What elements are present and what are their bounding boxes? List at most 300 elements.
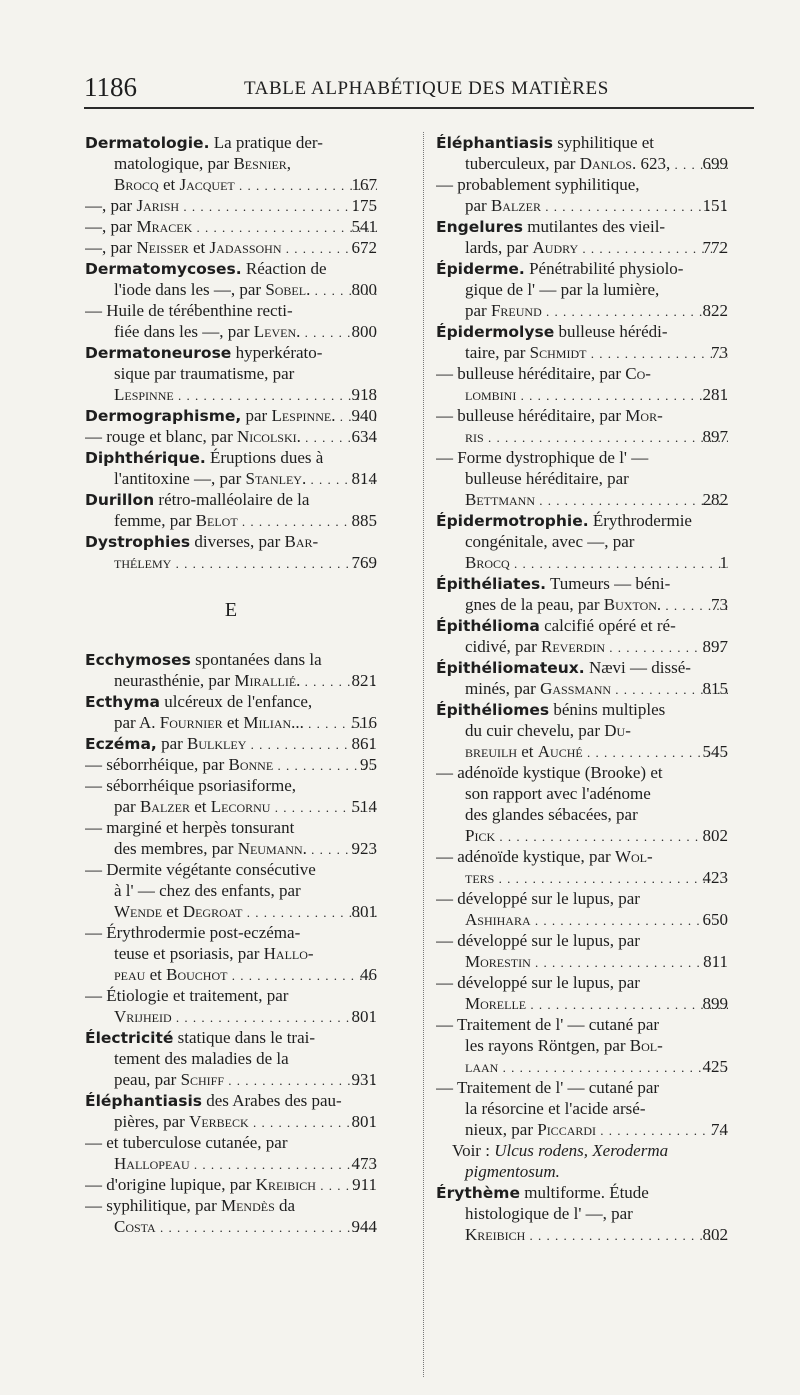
entry-line [436,405,728,426]
entry-line-text [465,153,728,175]
entry-text: bulleuse hérédi- [554,322,668,341]
entry-text: . [306,280,311,299]
index-entry [436,258,728,321]
entry-line-text [465,279,728,300]
entry-text: . [296,671,301,690]
entry-line [436,342,728,363]
entry-headword: Dermographisme, [85,407,242,425]
entry-line [85,775,377,796]
page-ref: 800 [351,280,377,299]
entry-line [436,846,728,867]
entry-line [436,132,728,153]
entry-line [436,699,728,720]
entry-line-text [465,531,728,552]
section-letter: E [224,599,238,621]
entry-line [85,733,377,754]
page-ref: 1 [719,553,728,572]
entry-list [85,649,377,1237]
author-name: Mirallié [234,671,297,690]
page-ref: 541 [351,217,377,236]
entry-line [436,636,728,657]
entry-headword: Épithéliates. [436,575,547,593]
entry-text: hyperkérato- [231,343,323,362]
entry-text: Éruptions dues à [205,448,324,467]
index-entry [436,615,728,657]
page-number: 1186 [84,72,137,102]
page-ref: 821 [351,671,377,690]
entry-line-text [436,657,728,679]
entry-headword: Épithéliomes [436,701,550,719]
author-name: Du- [604,721,631,740]
entry-text: — et tuberculose cutanée, par [85,1133,288,1152]
entry-line [436,1035,728,1056]
page-ref: 634 [351,427,377,446]
entry-line-text [436,1182,728,1204]
entry-text: la résorcine et l'acide arsé- [465,1099,646,1118]
cross-reference [436,1140,728,1182]
entry-line-text [465,384,728,406]
author-name: Degroat [182,902,243,921]
index-entry [85,859,377,922]
entry-line [436,741,728,762]
entry-line [85,1069,377,1090]
entry-line-text [114,321,377,343]
entry-text: neurasthénie, par [114,671,235,690]
index-entry [85,817,377,859]
entry-headword: Épiderme. [436,260,525,278]
author-name: Lespinne [271,406,332,425]
entry-line [436,1014,728,1035]
index-entry [436,930,728,972]
entry-text: — Dermite végétante consécutive [85,860,316,879]
entry-line [85,468,377,489]
entry-line-text [85,195,377,217]
entry-line-text [465,1035,728,1056]
entry-line-text [114,796,377,818]
entry-line-text [114,552,377,574]
entry-headword: Électricité [85,1029,174,1047]
page-ref: 281 [702,385,728,404]
entry-headword: Dermatologie. [85,134,210,152]
author-name: Audry [532,238,579,257]
entry-line [436,573,728,594]
entry-line-text [465,1224,728,1246]
index-entry [85,922,377,985]
entry-line [436,762,728,783]
entry-line-text [436,216,728,238]
entry-line-text [436,888,728,909]
entry-line [85,363,377,384]
entry-line-text [436,846,728,867]
page-ref: 931 [351,1070,377,1089]
entry-line-text [436,258,728,280]
author-name: Buxton [603,595,657,614]
entry-line-text [85,1090,377,1112]
page-ref: 167 [351,175,377,194]
page-ref: 769 [351,553,377,572]
right-column [436,132,728,1245]
entry-line-text [465,909,728,931]
index-entry [436,888,728,930]
entry-line [85,342,377,363]
entry-line [436,489,728,510]
entry-line-text [465,342,728,364]
entry-text: Voir : [452,1141,495,1160]
page-ref: 918 [351,385,377,404]
entry-line [436,1056,728,1077]
index-entry [85,300,377,342]
index-entry [436,972,728,1014]
entry-line [436,384,728,405]
column-divider [423,132,424,1377]
entry-line-text [85,216,377,238]
entry-line [436,1203,728,1224]
entry-headword: Épidermolyse [436,323,555,341]
entry-text: Réaction de [241,259,327,278]
cross-reference-line [452,1140,728,1161]
entry-text: syphilitique et [552,133,655,152]
entry-line [436,1098,728,1119]
entry-text: — développé sur le lupus, par [436,889,640,908]
author-name: Danlos [579,154,632,173]
entry-text: — séborrhéique, par [85,755,229,774]
entry-text: ulcéreux de l'enfance, [159,692,313,711]
entry-line [436,531,728,552]
entry-headword: Durillon [85,491,155,509]
entry-line [436,363,728,384]
entry-line-text [85,258,377,280]
entry-line [85,489,377,510]
entry-text: les rayons Röntgen, par [465,1036,630,1055]
author-name: Balzer [139,797,190,816]
entry-line [436,1224,728,1245]
entry-line [85,1048,377,1069]
author-name: Ashihara [465,910,531,929]
entry-line [436,426,728,447]
index-entry [436,447,728,510]
entry-line [436,993,728,1014]
entry-list [436,132,728,1140]
index-entry [85,985,377,1027]
entry-line [85,1174,377,1195]
index-entry [85,691,377,733]
entry-text: Pénétrabilité physiolo- [524,259,684,278]
author-name: lombini [465,385,517,404]
author-name: thélemy [114,553,172,572]
entry-line [85,796,377,817]
page-ref: 545 [702,742,728,761]
entry-line [85,1132,377,1153]
entry-line [436,552,728,573]
page-ref: 73 [711,343,728,362]
entry-text: . [656,595,662,614]
entry-text: — Forme dystrophique de l' — [436,448,649,467]
entry-line [436,300,728,321]
page-ref: 802 [702,1225,728,1244]
author-name: Lecornu [210,797,271,816]
author-name: Balzer [490,196,541,215]
running-title: TABLE ALPHABÉTIQUE DES MATIÈRES [244,78,609,99]
entry-headword: Dermatoneurose [85,344,232,362]
author-name: Fournier [159,713,223,732]
author-name: Auché [537,742,583,761]
entry-text: rétro-malléolaire de la [154,490,310,509]
index-entry [436,762,728,846]
entry-text: nieux, par [465,1120,538,1139]
entry-line-text [465,741,728,763]
page-ref: 885 [351,511,377,530]
entry-text: — bulleuse héréditaire, par [436,364,626,383]
entry-text: sique par traumatisme, par [114,364,295,383]
page-ref: 899 [702,994,728,1013]
index-entry [436,174,728,216]
entry-line-text [114,1216,377,1238]
entry-line [436,951,728,972]
index-entry [436,573,728,615]
author-name: Mor- [625,406,663,425]
author-name: Mracek [136,217,193,236]
entry-line [85,1090,377,1111]
author-name: peau [114,965,146,984]
entry-line [436,1119,728,1140]
entry-text: — Huile de térébenthine recti- [85,301,293,320]
entry-line-text [436,1077,728,1098]
author-name: Bettmann [465,490,535,509]
author-name: Co- [625,364,651,383]
entry-line-text [436,321,728,343]
index-entry [85,1195,377,1237]
entry-line [85,691,377,712]
entry-line-text [465,1203,728,1224]
page-ref: 897 [702,427,728,446]
entry-text: — bulleuse héréditaire, par [436,406,626,425]
index-entry [85,733,377,754]
entry-line-text [436,972,728,993]
entry-line-text [114,712,377,734]
index-entry [85,489,377,531]
entry-line [436,216,728,237]
entry-line-text [85,342,377,364]
entry-line [85,552,377,573]
entry-line [436,720,728,741]
entry-text: gique de l' — par la lumière, [465,280,660,299]
entry-line [85,531,377,552]
entry-line-text [436,930,728,951]
entry-headword: Érythème [436,1184,520,1202]
entry-line-text [114,1069,377,1091]
entry-line-text [465,489,728,511]
entry-text: à l' — chez des enfants, par [114,881,301,900]
entry-text: . [301,469,307,488]
author-name: Neisser [136,238,189,257]
entry-text: mutilantes des vieil- [522,217,666,236]
entry-line [85,754,377,775]
entry-line [436,825,728,846]
entry-text: — adénoïde kystique (Brooke) et [436,763,663,782]
entry-line-text [85,649,377,671]
entry-text: — rouge et blanc, par [85,427,237,446]
entry-line [85,712,377,733]
entry-line-text [85,489,377,511]
entry-line-text [436,615,728,637]
entry-text: — développé sur le lupus, par [436,931,640,950]
entry-line [85,859,377,880]
entry-line [85,447,377,468]
author-name: Jarish [136,196,180,215]
index-entry [85,258,377,300]
entry-line [85,237,377,258]
entry-text: l'iode dans les —, par [114,280,266,299]
entry-line [85,321,377,342]
entry-line-text [465,636,728,658]
entry-line [436,615,728,636]
page-ref: 74 [711,1120,728,1139]
author-name: Hallo- [263,944,314,963]
entry-text: —, par [85,217,137,236]
entry-text: cidivé, par [465,637,541,656]
entry-line [436,321,728,342]
author-name: Besnier [233,154,287,173]
entry-line-text [85,817,377,838]
index-entry [85,405,377,426]
entry-line [436,1182,728,1203]
entry-headword: Épithéliomateux. [436,659,585,677]
index-entry [85,195,377,216]
page-header [84,72,754,106]
entry-line [436,909,728,930]
entry-line-text [436,174,728,195]
author-name: Jacquet [179,175,235,194]
entry-line-text [465,720,728,741]
entry-text: son rapport avec l'adénome [465,784,651,803]
entry-text: multiforme. Étude [519,1183,649,1202]
entry-line-text [436,510,728,532]
entry-text: teuse et psoriasis, par [114,944,264,963]
index-entry [436,510,728,573]
page-ref: 801 [351,1007,377,1026]
entry-line [85,1216,377,1237]
entry-line [85,195,377,216]
page-ref: 73 [711,595,728,614]
entry-line-text [114,880,377,901]
entry-line [436,594,728,615]
page-ref: 175 [351,196,377,215]
entry-line [85,153,377,174]
entry-text: tuberculeux, par [465,154,580,173]
author-name: Leven [253,322,297,341]
index-entry [436,846,728,888]
entry-line [85,258,377,279]
entry-text: bulleuse héréditaire, par [465,469,629,488]
page-ref: 944 [351,1217,377,1236]
entry-text: — adénoïde kystique, par [436,847,615,866]
entry-text: —, par [85,196,137,215]
entry-line-text [465,1098,728,1119]
entry-text: — probablement syphilitique, [436,175,640,194]
entry-text: . 623, [631,154,671,173]
author-name: Schiff [180,1070,225,1089]
entry-line-text [436,363,728,384]
page-ref: 800 [351,322,377,341]
entry-line [436,174,728,195]
entry-headword: Éléphantiasis [436,134,553,152]
index-entry [436,132,728,174]
entry-line-text [465,237,728,259]
author-name: Gassmann [540,679,612,698]
entry-line [436,888,728,909]
author-name: Kreibich [465,1225,526,1244]
entry-list [436,1182,728,1245]
entry-line [436,972,728,993]
entry-line-text [114,174,377,196]
entry-line-text [436,1014,728,1035]
left-column [85,132,377,1237]
entry-text: statique dans le trai- [173,1028,316,1047]
page-ref: 822 [702,301,728,320]
entry-line [436,804,728,825]
entry-text: par [465,196,491,215]
entry-line-text [114,964,377,986]
index-entry [85,426,377,447]
page-ref: 46 [360,965,377,984]
page-ref: 814 [351,469,377,488]
page-ref: 861 [351,734,377,753]
entry-line [85,880,377,901]
index-entry [85,1027,377,1090]
entry-line-text [114,1153,377,1175]
entry-text: matologique, par [114,154,234,173]
entry-text: congénitale, avec —, par [465,532,635,551]
entry-line-text [465,594,728,616]
author-name: laan [465,1057,499,1076]
author-name: Costa [114,1217,156,1236]
entry-text: da [274,1196,296,1215]
entry-headword: Éléphantiasis [85,1092,202,1110]
index-entry [85,132,377,195]
index-entry [436,699,728,762]
entry-line [436,783,728,804]
entry-line-text [85,733,377,755]
entry-text: et [222,713,244,732]
entry-line-text [114,838,377,860]
entry-line [85,174,377,195]
entry-line [85,838,377,859]
entry-line-text [85,426,377,448]
entry-text: . [302,839,307,858]
index-entry [85,649,377,691]
entry-line [436,867,728,888]
entry-text: Ulcus rodens, Xeroderma [494,1141,669,1160]
entry-text: pières, par [114,1112,190,1131]
entry-text: peau, par [114,1070,181,1089]
entry-line-text [465,993,728,1015]
entry-text: — marginé et herpès tonsurant [85,818,295,837]
entry-text: spontanées dans la [190,650,322,669]
entry-line-text [114,1111,377,1133]
entry-text: Nævi — dissé- [584,658,691,677]
entry-text: par [465,301,491,320]
cross-reference-line [452,1161,728,1182]
author-name: Wende [114,902,163,921]
entry-line [85,510,377,531]
index-entry [85,754,377,775]
index-entry [85,1132,377,1174]
entry-text: — Érythrodermie post-eczéma- [85,923,301,942]
entry-line-text [465,867,728,889]
entry-line [85,901,377,922]
entry-line-text [85,985,377,1006]
entry-text: — Traitement de l' — cutané par [436,1078,660,1097]
